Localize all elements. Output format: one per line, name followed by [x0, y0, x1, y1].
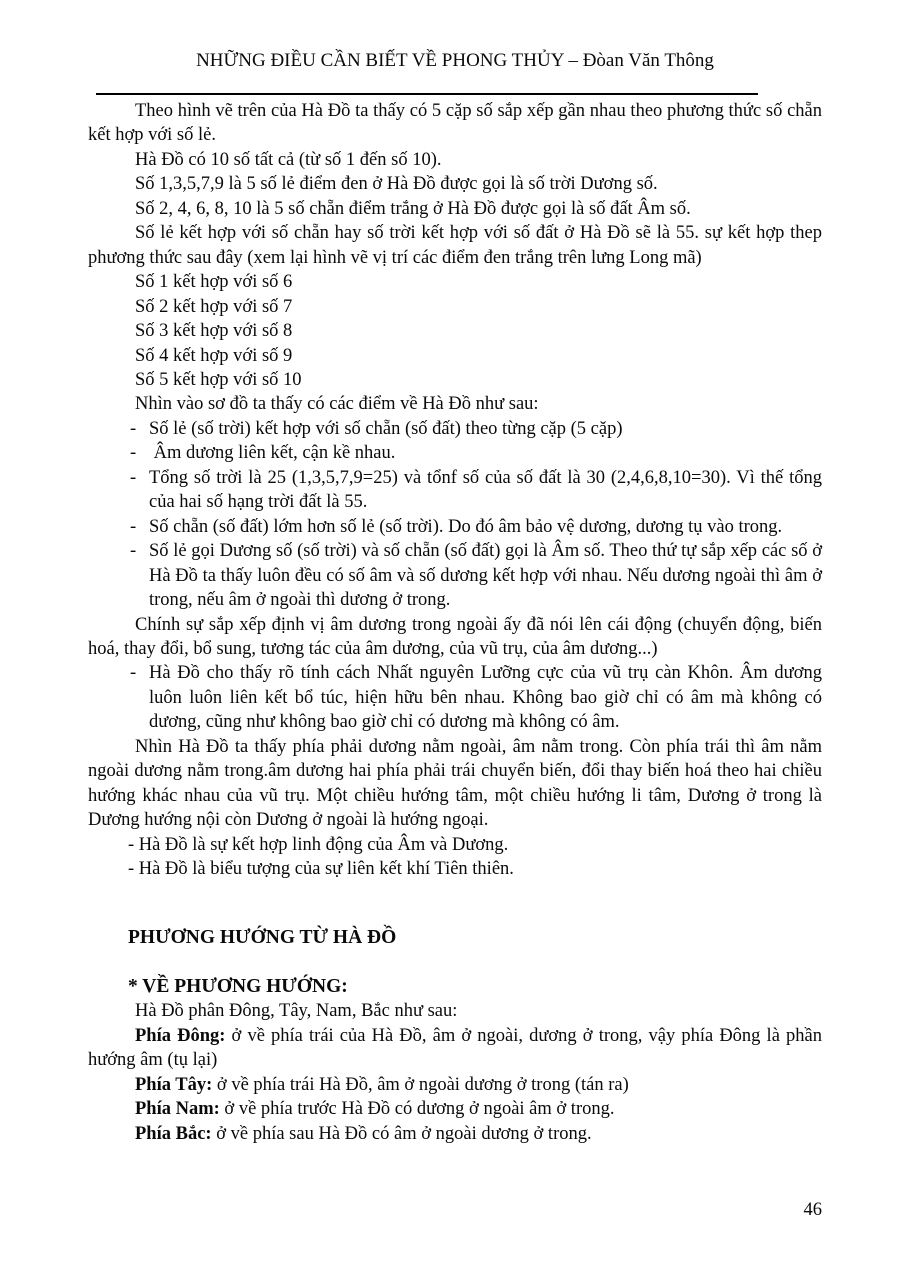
paragraph: Chính sự sắp xếp định vị âm dương trong ngoài ấy đã nói lên cái động (chuyển động, biến hoá, thay đổi, bổ sung, tương tác của âm dương, của vũ trụ, của âm dương...) — [88, 614, 822, 659]
bullet-marker: - — [130, 663, 137, 684]
sub-heading: * VỀ PHƯƠNG HƯỚNG: — [128, 975, 348, 997]
bullet-item: - Hà Đồ cho thấy rõ tính cách Nhất nguyên Lưỡng cực của vũ trụ càn Khôn. Âm dương luôn luôn liên kết bổ túc, hiện hữu bên nhau. Không bao giờ chỉ có âm mà không có dương, cũng như không bao giờ chỉ có dương mà không có âm. — [130, 663, 822, 733]
paragraph: Nhìn Hà Đồ ta thấy phía phải dương nằm ngoài, âm nằm trong. Còn phía trái thì âm nằm ngoài dương nằm trong.âm dương hai phía phải trái chuyển biến, đổi thay biến hoá theo hai chiều hướng khác nhau của vũ trụ. Một chiều hướng tâm, một chiều hướng li tâm, Dương ở trong là Dương hướng nội còn Dương ở ngoài là hướng ngoại. — [88, 736, 822, 831]
bullet-marker: - — [130, 443, 137, 464]
dash-paragraph: - Hà Đồ là biểu tượng của sự liên kết khí Tiên thiên. — [128, 859, 514, 880]
document-page — [88, 0, 822, 1146]
paragraph: Số 1 kết hợp với số 6 — [135, 272, 293, 293]
paragraph: Nhìn vào sơ đồ ta thấy có các điểm về Hà Đồ như sau: — [135, 394, 539, 415]
paragraph: Số 5 kết hợp với số 10 — [135, 369, 302, 390]
paragraph: Số 2 kết hợp với số 7 — [135, 296, 293, 317]
header-rule — [96, 93, 758, 95]
bullet-item: - Số chẵn (số đất) lớm hơn số lẻ (số trời). Do đó âm bảo vệ dương, dương tụ vào trong. — [88, 515, 822, 539]
page-header-title: NHỮNG ĐIỀU CẦN BIẾT VỀ PHONG THỦY – Đòan Văn Thông — [196, 50, 714, 71]
page-number: 46 — [803, 1200, 822, 1220]
paragraph: Hà Đồ có 10 số tất cả (từ số 1 đến số 10). — [135, 149, 442, 170]
bullet-marker: - — [130, 516, 137, 537]
section-heading: PHƯƠNG HƯỚNG TỪ HÀ ĐỒ — [128, 926, 397, 948]
direction-paragraph: Phía Đông: ở về phía trái của Hà Đồ, âm ở ngoài, dương ở trong, vậy phía Đông là phần hướng âm (tụ lại) — [88, 1025, 822, 1071]
direction-paragraph: Phía Nam: ở về phía trước Hà Đồ có dương ở ngoài âm ở trong. — [135, 1099, 615, 1120]
bullet-item: - Số lẻ (số trời) kết hợp với số chẵn (số đất) theo từng cặp (5 cặp) — [88, 417, 822, 441]
paragraph: Số 4 kết hợp với số 9 — [135, 345, 293, 366]
paragraph: Hà Đồ phân Đông, Tây, Nam, Bắc như sau: — [135, 1001, 458, 1022]
bullet-item: - Số lẻ gọi Dương số (số trời) và số chẵn (số đất) gọi là Âm số. Theo thứ tự sắp xếp các số ở Hà Đồ ta thấy luôn đều có số âm và số dương kết hợp với nhau. Nếu dương ngoài thì âm ở trong, nếu âm ở ngoài thì dương ở trong. — [130, 541, 822, 611]
paragraph: Số 1,3,5,7,9 là 5 số lẻ điểm đen ở Hà Đồ được gọi là số trời Dương số. — [135, 174, 658, 195]
paragraph: Số 2, 4, 6, 8, 10 là 5 số chẵn điểm trắng ở Hà Đồ được gọi là số đất Âm số. — [135, 198, 691, 219]
direction-label: Phía Bắc: — [135, 1123, 212, 1144]
bullet-marker: - — [130, 467, 137, 488]
bullet-marker: - — [130, 418, 137, 439]
document-body — [88, 99, 822, 1146]
direction-label: Phía Đông: — [135, 1025, 226, 1046]
paragraph: Số 3 kết hợp với số 8 — [135, 321, 293, 342]
direction-label: Phía Nam: — [135, 1099, 220, 1120]
dash-paragraph: - Hà Đồ là sự kết hợp linh động của Âm và Dương. — [128, 834, 509, 855]
direction-paragraph: Phía Tây: ở về phía trái Hà Đồ, âm ở ngoài dương ở trong (tán ra) — [135, 1074, 629, 1095]
direction-paragraph: Phía Bắc: ở về phía sau Hà Đồ có âm ở ngoài dương ở trong. — [135, 1123, 592, 1144]
paragraph: Số lẻ kết hợp với số chẵn hay số trời kết hợp với số đất ở Hà Đồ sẽ là 55. sự kết hợp thep phương thức sau đây (xem lại hình vẽ vị trí các điểm đen trắng trên lưng Long mã) — [88, 223, 822, 268]
bullet-marker: - — [130, 541, 137, 562]
bullet-item: - Tổng số trời là 25 (1,3,5,7,9=25) và tổnf số của số đất là 30 (2,4,6,8,10=30). Vì thế tổng của hai số hạng trời đất là 55. — [130, 467, 822, 513]
paragraph: Theo hình vẽ trên của Hà Đồ ta thấy có 5 cặp số sắp xếp gần nhau theo phương thức số chẵn kết hợp với số lẻ. — [88, 101, 822, 146]
bullet-item: - Âm dương liên kết, cận kề nhau. — [88, 441, 822, 465]
direction-label: Phía Tây: — [135, 1074, 213, 1095]
